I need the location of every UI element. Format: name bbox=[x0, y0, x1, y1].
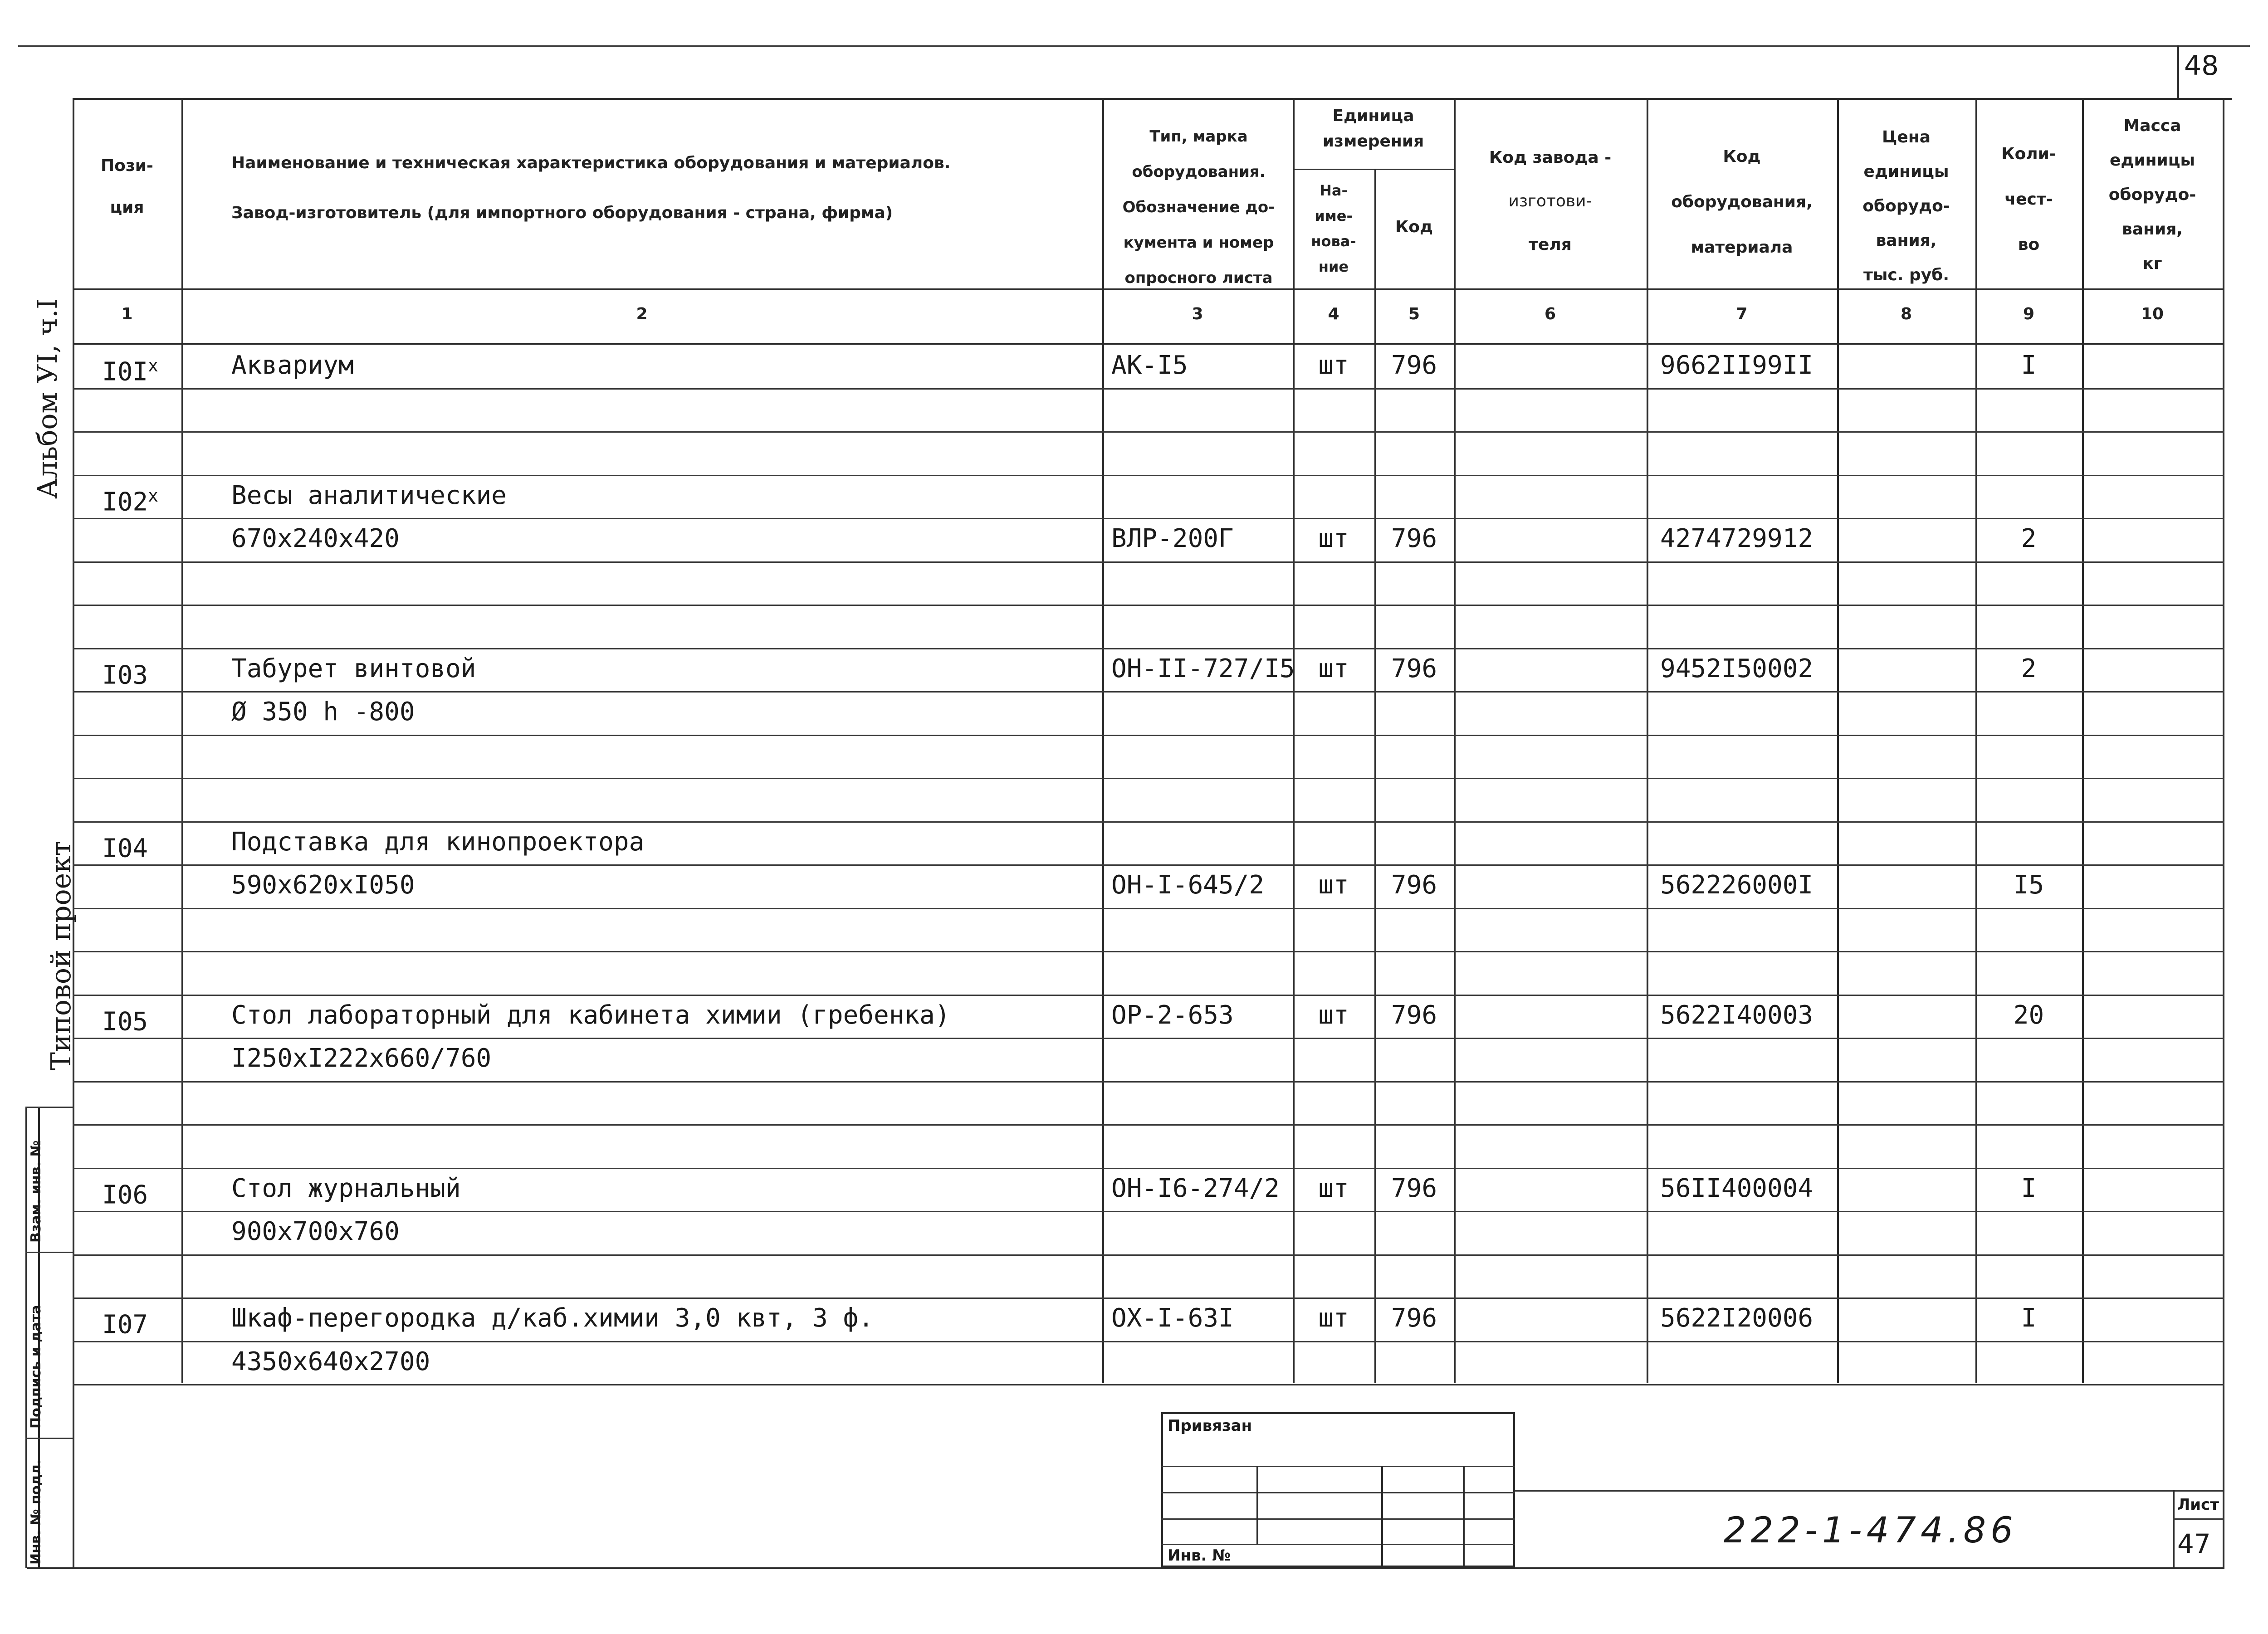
colnum-2: 2 bbox=[636, 305, 648, 323]
inventory-label: Инв. № bbox=[1168, 1546, 1231, 1565]
row-quantity: I bbox=[2021, 351, 2037, 380]
colnum-4: 4 bbox=[1328, 305, 1339, 323]
table-row-line bbox=[73, 908, 2224, 909]
row-unit: шт bbox=[1318, 870, 1349, 900]
row-unit-code: 796 bbox=[1391, 524, 1437, 553]
row-quantity: 2 bbox=[2021, 654, 2037, 683]
col-line-5 bbox=[1454, 98, 1456, 1383]
stamp-line-2 bbox=[25, 1252, 73, 1253]
row-name: Ø 350 h -800 bbox=[231, 697, 415, 727]
stamp-line-1 bbox=[25, 1107, 73, 1108]
row-type: ОН-II-727/I5 bbox=[1111, 654, 1295, 683]
row-type: АК-I5 bbox=[1111, 351, 1188, 380]
table-row-line bbox=[73, 1384, 2224, 1385]
row-name: 590х620хI050 bbox=[231, 870, 415, 900]
row-equipment-code: 5622I20006 bbox=[1660, 1303, 1813, 1333]
colnum-10: 10 bbox=[2141, 305, 2164, 323]
col-line-1 bbox=[181, 98, 183, 1383]
header-price: Цена единицы оборудо- вания, тыс. руб. bbox=[1862, 128, 1950, 284]
row-equipment-code: 562226000I bbox=[1660, 870, 1813, 900]
row-unit-code: 796 bbox=[1391, 870, 1437, 900]
colnum-3: 3 bbox=[1192, 305, 1203, 323]
row-unit-code: 796 bbox=[1391, 1000, 1437, 1030]
colnum-5: 5 bbox=[1408, 305, 1420, 323]
row-unit: шт bbox=[1318, 654, 1349, 683]
col-line-9 bbox=[2082, 98, 2084, 1383]
table-row-line bbox=[73, 778, 2224, 779]
row-unit-code: 796 bbox=[1391, 351, 1437, 380]
frame-right bbox=[2223, 98, 2224, 1568]
page-number: 48 bbox=[2184, 50, 2219, 82]
bound-label: Привязан bbox=[1168, 1417, 1252, 1435]
row-unit: шт bbox=[1318, 1303, 1349, 1333]
table-row-line bbox=[73, 605, 2224, 606]
row-name: Шкаф-перегородка д/каб.химии 3,0 квт, 3 ф. bbox=[231, 1303, 874, 1333]
row-equipment-code: 9452I50002 bbox=[1660, 654, 1813, 683]
table-row-line bbox=[73, 431, 2224, 433]
sheet-label: Лист bbox=[2177, 1496, 2219, 1514]
stamp-signature-date: Подпись и дата bbox=[28, 1305, 44, 1429]
header-plant-code: Код завода - изготови- теля bbox=[1489, 148, 1612, 254]
row-unit: шт bbox=[1318, 1000, 1349, 1030]
row-position-number: I03 bbox=[102, 660, 148, 690]
stamp-line-3 bbox=[25, 1438, 73, 1439]
frame-bottom bbox=[27, 1567, 2224, 1569]
row-quantity: I bbox=[2021, 1303, 2037, 1333]
bound-box-line-4 bbox=[1161, 1544, 1515, 1545]
row-position bbox=[102, 345, 158, 393]
row-type: ОН-I-645/2 bbox=[1111, 870, 1265, 900]
row-equipment-code: 56II400004 bbox=[1660, 1174, 1813, 1203]
bound-box-col-2 bbox=[1381, 1466, 1383, 1567]
top-border-line bbox=[18, 45, 2250, 47]
row-position-number: I07 bbox=[102, 1310, 148, 1340]
table-row-line bbox=[73, 561, 2224, 563]
row-name: I250хI222х660/760 bbox=[231, 1044, 492, 1073]
document-code: 222-1-474.86 bbox=[1724, 1510, 2018, 1551]
col-line-2 bbox=[1102, 98, 1104, 1383]
row-quantity: I5 bbox=[2013, 870, 2044, 900]
page-number-box-left bbox=[2177, 45, 2179, 99]
header-unit: Единица измерения bbox=[1322, 107, 1424, 151]
row-unit-code: 796 bbox=[1391, 1174, 1437, 1203]
row-equipment-code: 5622I40003 bbox=[1660, 1000, 1813, 1030]
header-quantity: Коли- чест- во bbox=[2001, 145, 2056, 254]
header-unit-name: На- име- нова- ние bbox=[1311, 182, 1356, 275]
row-type: ОН-I6-274/2 bbox=[1111, 1174, 1280, 1203]
row-position bbox=[102, 475, 158, 523]
stamp-original-inv: Инв. № подл. bbox=[28, 1459, 44, 1565]
row-position-number: I05 bbox=[102, 1007, 148, 1037]
row-name: Подставка для кинопроектора bbox=[231, 827, 645, 857]
colnum-6: 6 bbox=[1544, 305, 1556, 323]
bound-box-col-3 bbox=[1463, 1466, 1465, 1567]
header-type: Тип, марка оборудования. Обозначение до- кумента и номер опросного листа bbox=[1122, 127, 1275, 287]
row-position-number: I0I bbox=[102, 357, 148, 387]
row-name: 4350х640х2700 bbox=[231, 1347, 430, 1376]
row-name: Стол лабораторный для кабинета химии (гребенка) bbox=[231, 1000, 950, 1030]
row-name: Аквариум bbox=[231, 351, 354, 380]
row-position-number: I06 bbox=[102, 1180, 148, 1210]
row-type: ОХ-I-63I bbox=[1111, 1303, 1234, 1333]
stamp-strip-left bbox=[25, 1107, 27, 1568]
row-quantity: 2 bbox=[2021, 524, 2037, 553]
colnum-1: 1 bbox=[121, 305, 133, 323]
row-unit-code: 796 bbox=[1391, 1303, 1437, 1333]
row-quantity: 20 bbox=[2013, 1000, 2044, 1030]
stamp-replaced-inv: Взам. инв. № bbox=[28, 1140, 44, 1243]
frame-top bbox=[73, 98, 2232, 100]
row-position bbox=[102, 1168, 148, 1216]
row-unit: шт bbox=[1318, 524, 1349, 553]
row-position bbox=[102, 1297, 148, 1346]
row-unit: шт bbox=[1318, 351, 1349, 380]
header-position: Пози- ция bbox=[101, 156, 153, 217]
bound-box-line-1 bbox=[1161, 1466, 1515, 1467]
table-row-line bbox=[73, 1124, 2224, 1126]
table-row-line bbox=[73, 735, 2224, 736]
unit-header-split bbox=[1293, 169, 1454, 170]
row-position-mark: х bbox=[148, 356, 159, 376]
project-label: Типовой проект bbox=[45, 841, 77, 1070]
row-unit-code: 796 bbox=[1391, 654, 1437, 683]
row-name: Табурет винтовой bbox=[231, 654, 476, 683]
row-quantity: I bbox=[2021, 1174, 2037, 1203]
title-block-top bbox=[1515, 1490, 2223, 1492]
sheet-box-left bbox=[2173, 1490, 2175, 1567]
col-line-6 bbox=[1647, 98, 1648, 1383]
row-position bbox=[102, 821, 148, 870]
sheet-box-split bbox=[2173, 1518, 2224, 1520]
row-unit: шт bbox=[1318, 1174, 1349, 1203]
row-name: 670х240х420 bbox=[231, 524, 400, 553]
row-type: ОР-2-653 bbox=[1111, 1000, 1234, 1030]
table-row-line bbox=[73, 1081, 2224, 1083]
row-position-number: I04 bbox=[102, 834, 148, 863]
header-mass: Масса единицы оборудо- вания, кг bbox=[2108, 117, 2196, 273]
row-name: Весы аналитические bbox=[231, 481, 507, 510]
colnum-9: 9 bbox=[2023, 305, 2035, 323]
row-equipment-code: 9662II99II bbox=[1660, 351, 1813, 380]
row-position-number: I02 bbox=[102, 487, 148, 517]
row-equipment-code: 4274729912 bbox=[1660, 524, 1813, 553]
table-row-line bbox=[73, 388, 2224, 390]
bound-box-line-2 bbox=[1161, 1492, 1515, 1493]
row-position-mark: х bbox=[148, 486, 159, 506]
bound-box-col-1 bbox=[1256, 1466, 1258, 1544]
row-position bbox=[102, 648, 148, 697]
header-name: Наименование и техническая характеристика оборудования и материалов. Завод-изготовитель (для импортного оборудования - страна, фирма) bbox=[231, 154, 951, 222]
row-name: 900х700х760 bbox=[231, 1217, 400, 1246]
row-type: ВЛР-200Г bbox=[1111, 524, 1234, 553]
header-unit-code: Код bbox=[1395, 218, 1433, 236]
table-row-line bbox=[73, 1254, 2224, 1256]
row-name: Стол журнальный bbox=[231, 1174, 461, 1203]
sheet-number: 47 bbox=[2177, 1528, 2211, 1559]
bound-box-line-3 bbox=[1161, 1518, 1515, 1520]
header-equipment-code: Код оборудования, материала bbox=[1671, 147, 1813, 257]
album-label: Альбом УI, ч.I bbox=[32, 298, 64, 499]
row-position bbox=[102, 995, 148, 1043]
table-row-line bbox=[73, 951, 2224, 952]
colnum-7: 7 bbox=[1736, 305, 1748, 323]
colnum-8: 8 bbox=[1900, 305, 1912, 323]
